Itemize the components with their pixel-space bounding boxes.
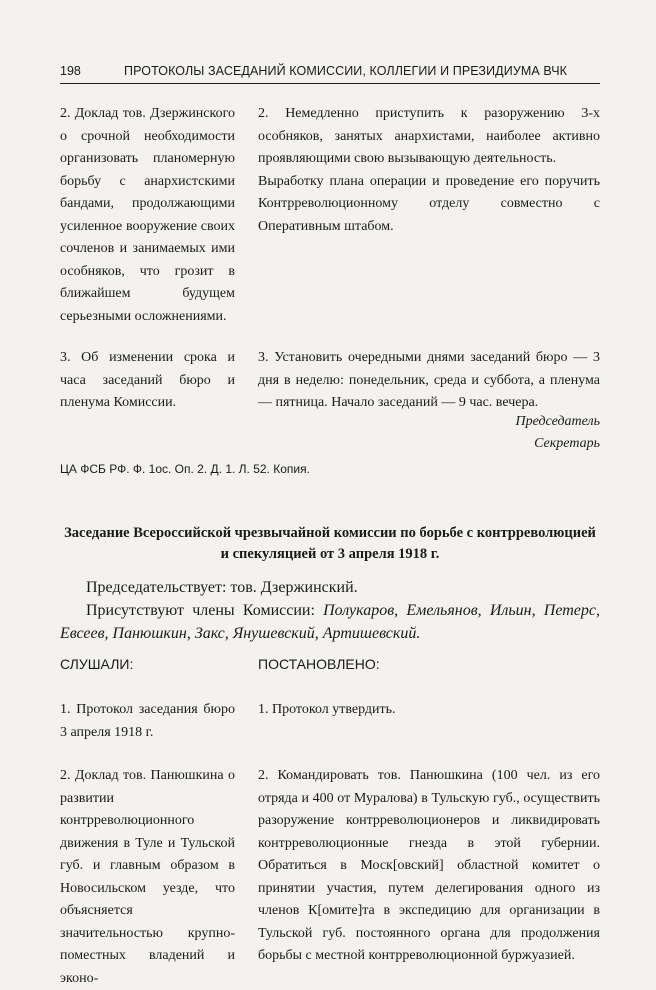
running-title: ПРОТОКОЛЫ ЗАСЕДАНИЙ КОМИССИИ, КОЛЛЕГИИ И ПРЕЗИДИУМА ВЧК (124, 64, 568, 78)
heard-text: 1. Протокол заседания бюро 3 апреля 1918 г. (60, 702, 235, 740)
heard-text: 3. Об изменении срока и часа заседаний бюро и пленума Комиссии. (60, 350, 235, 410)
archive-reference: ЦА ФСБ РФ. Ф. 1ос. Оп. 2. Д. 1. Л. 52. Копия. (60, 462, 310, 476)
present-line (60, 599, 600, 645)
meeting-title: Заседание Всероссийской чрезвычайной комиссии по борьбе с контрреволюцией и спекуляцией от 3 апреля 1918 г. (64, 525, 596, 562)
decided-text (258, 103, 600, 238)
decided-text: 1. Протокол утвердить. (258, 702, 396, 717)
secretary-signature: Секретарь (534, 436, 600, 451)
decided-text: 3. Установить очередными днями заседаний бюро — 3 дня в неделю: понедельник, среда и суббота, а пленума — пятница. Начало заседаний — 9 час. вечера. (258, 350, 600, 410)
heard-text: 2. Доклад тов. Панюшкина о развитии контрреволюционного движения в Туле и Тульской губ. и главным образом в Новосильском уезде, что объясняется значительностью крупно-поместных владений и эконо- (60, 768, 235, 986)
decided-paragraph: Выработку плана операции и проведение его поручить Контрреволюционному отделу совместно с Оперативным штабом. (258, 173, 600, 234)
presiding-name: тов. Дзержинский. (230, 579, 358, 596)
presiding-label: Председательствует: (86, 579, 227, 596)
page-number: 198 (60, 64, 81, 78)
presiding-line (60, 576, 600, 599)
decided-text: 2. Командировать тов. Панюшкина (100 чел. из его отряда и 400 от Муралова) в Тульскую губ., осуществить разоружение контрреволюционеров и ликвидировать контрреволюционные гнезда в этой губернии. Обратиться в Моск[овский] областной комитет о принятии участия, путем делегирования одного из членов К[омите]та в экспедицию для организации в Тульской губ. постоянного органа для продолжения борьбы с местной контрреволюционной буржуазией. (258, 768, 600, 963)
heard-heading: СЛУШАЛИ: (60, 656, 134, 672)
chairman-signature: Председатель (515, 414, 600, 429)
decided-paragraph: 2. Немедленно приступить к разоружению 3-х особняков, занятых анархистами, наиболее активно проявляющими свою вызывающую деятельность. (258, 106, 600, 166)
heard-text: 2. Доклад тов. Дзержинского о срочной необходимости организовать планомерную борьбу с анархистскими бандами, продолжающими усиленное вооружение своих сочленов и занимаемых ими особняков, что грозит в ближайшем будущем серьезными осложнениями. (60, 106, 235, 324)
running-header (60, 62, 600, 84)
decided-heading: ПОСТАНОВЛЕНО: (258, 656, 380, 672)
present-names: Полукаров, Емельянов, Ильин, Петерс, Евсеев, Панюшкин, Закс, Янушевский, Артишевский. (60, 602, 600, 642)
attendance-block (60, 576, 600, 645)
present-label: Присутствуют члены Комиссии: (86, 602, 315, 619)
